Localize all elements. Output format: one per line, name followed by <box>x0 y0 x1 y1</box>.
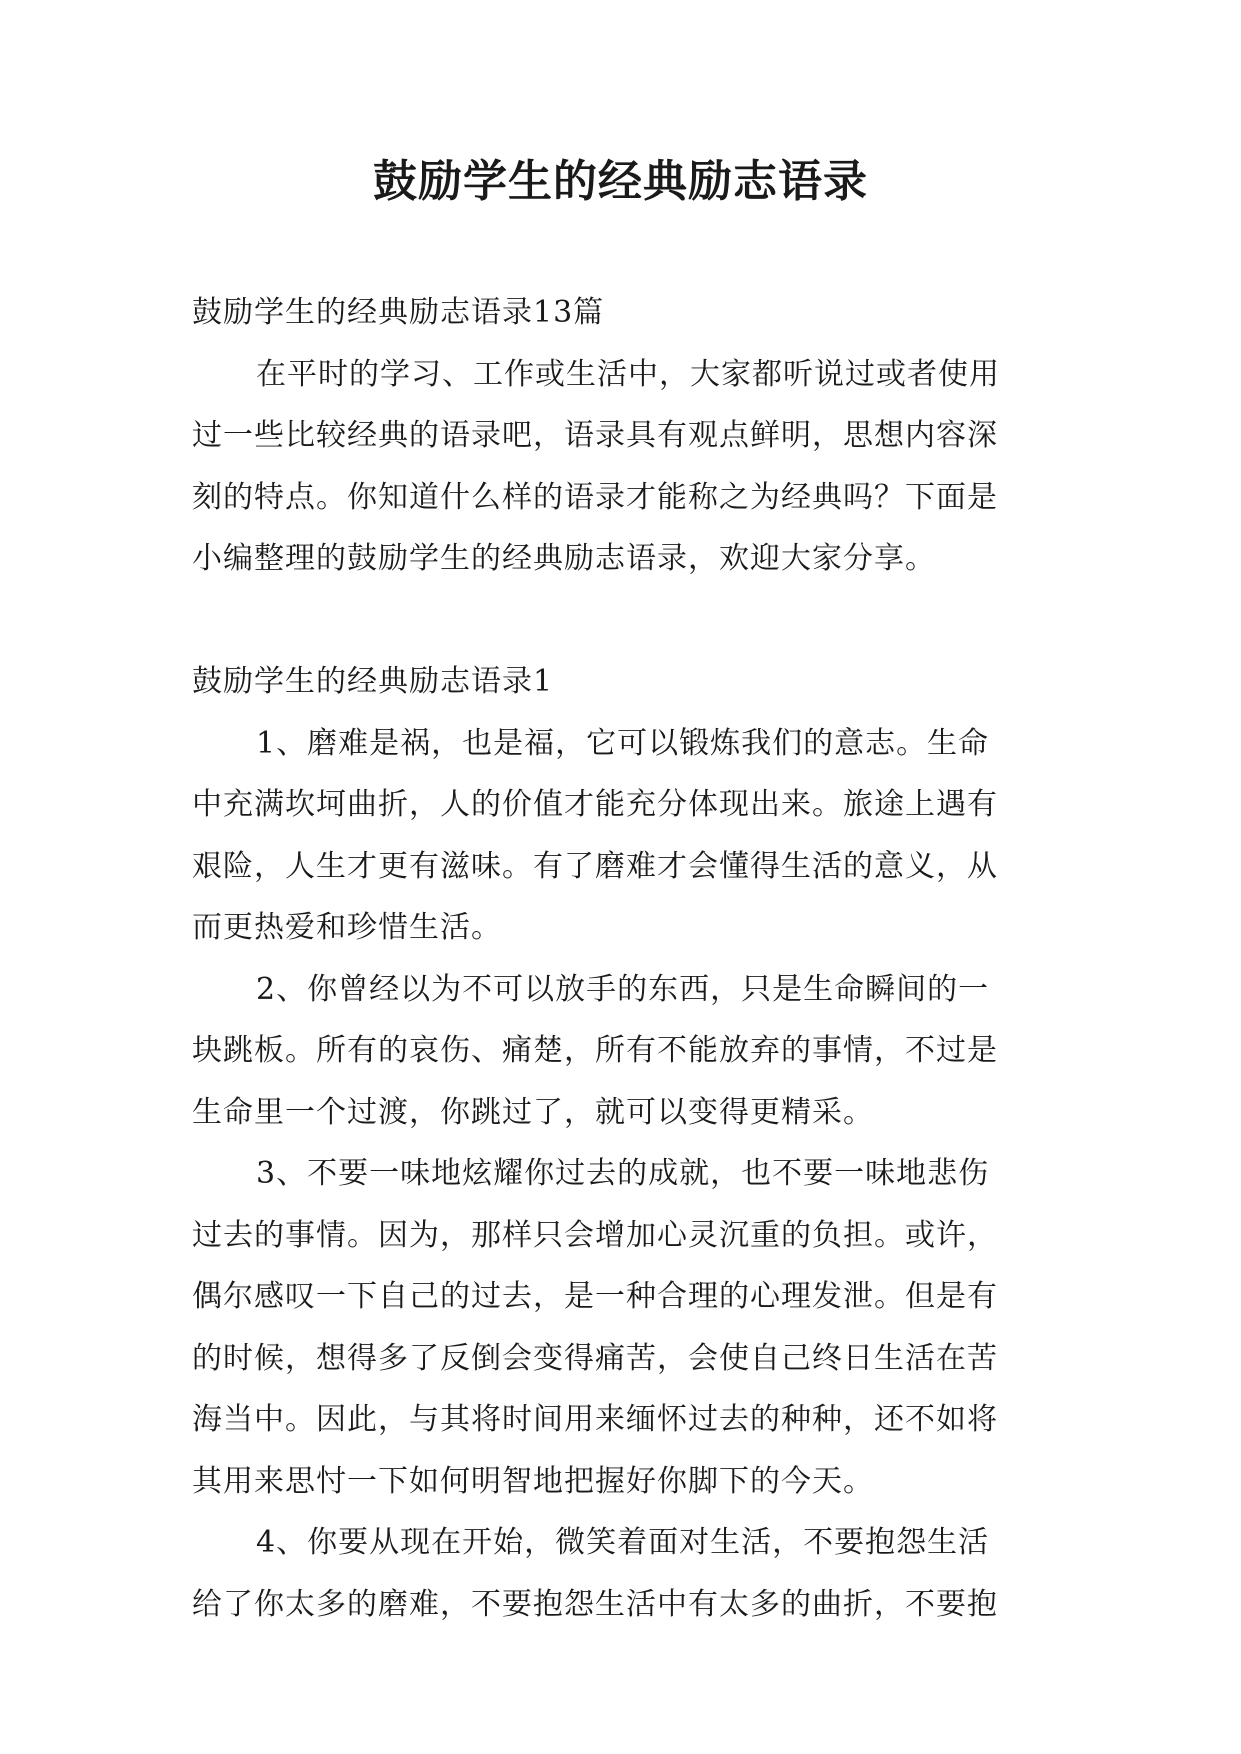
paragraph-line: 给了你太多的磨难，不要抱怨生活中有太多的曲折，不要抱 <box>192 1586 998 1622</box>
paragraph-line: 中充满坎坷曲折，人的价值才能充分体现出来。旅途上遇有 <box>192 787 998 822</box>
paragraph-line: 偶尔感叹一下自己的过去，是一种合理的心理发泄。但是有 <box>192 1279 998 1314</box>
paragraph-line: 其用来思忖一下如何明智地把握好你脚下的今天。 <box>192 1463 874 1499</box>
paragraph-line: 艰险，人生才更有滋味。有了磨难才会懂得生活的意义，从 <box>192 848 998 884</box>
paragraph-line: 3、不要一味地炫耀你过去的成就，也不要一味地悲伤 <box>256 1156 990 1191</box>
quote-item-3 <box>192 1143 1072 1512</box>
paragraph-line: 2、你曾经以为不可以放手的东西，只是生命瞬间的一 <box>256 971 990 1007</box>
paragraph-line: 小编整理的鼓励学生的经典励志语录，欢迎大家分享。 <box>192 541 936 576</box>
section-heading: 鼓励学生的经典励志语录1 <box>192 664 554 699</box>
paragraph-line: 海当中。因此，与其将时间用来缅怀过去的种种，还不如将 <box>192 1402 998 1437</box>
paragraph-line: 1、磨难是祸，也是福，它可以锻炼我们的意志。生命 <box>256 725 990 761</box>
quote-item-1 <box>192 713 1072 959</box>
intro-paragraph <box>192 344 1072 590</box>
paragraph-line: 生命里一个过渡，你跳过了，就可以变得更精采。 <box>192 1094 874 1130</box>
paragraph-line: 过一些比较经典的语录吧，语录具有观点鲜明，思想内容深 <box>192 418 998 453</box>
document-body <box>192 282 1072 1635</box>
paragraph-line: 块跳板。所有的哀伤、痛楚，所有不能放弃的事情，不过是 <box>192 1033 998 1068</box>
quote-item-4 <box>192 1512 1072 1635</box>
blank-line <box>192 590 1072 652</box>
quote-item-2 <box>192 959 1072 1144</box>
paragraph-line: 在平时的学习、工作或生活中，大家都听说过或者使用 <box>256 356 1000 392</box>
paragraph-line: 4、你要从现在开始，微笑着面对生活，不要抱怨生活 <box>256 1525 990 1560</box>
paragraph-line: 而更热爱和珍惜生活。 <box>192 910 502 945</box>
paragraph-line: 过去的事情。因为，那样只会增加心灵沉重的负担。或许， <box>192 1217 998 1253</box>
paragraph-line: 刻的特点。你知道什么样的语录才能称之为经典吗？下面是 <box>192 479 998 515</box>
document-subtitle: 鼓励学生的经典励志语录13篇 <box>192 295 605 330</box>
document-title: 鼓励学生的经典励志语录 <box>373 156 868 207</box>
paragraph-line: 的时候，想得多了反倒会变得痛苦，会使自己终日生活在苦 <box>192 1340 998 1376</box>
